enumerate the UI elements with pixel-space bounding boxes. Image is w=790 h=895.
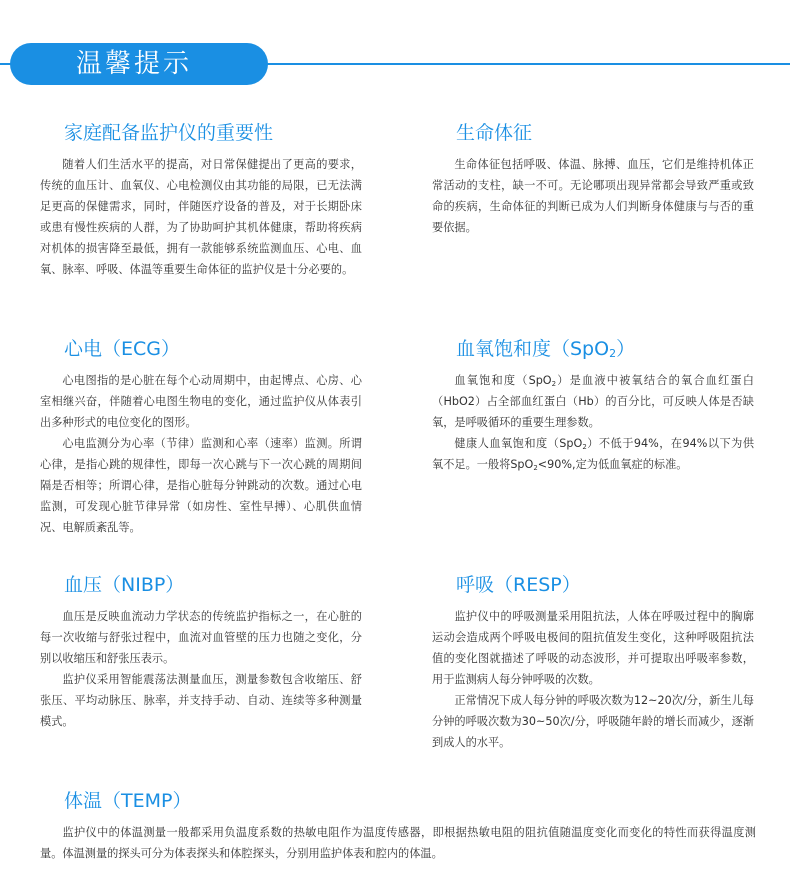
- text-run: 健康人血氧饱和度（SpO: [454, 437, 583, 450]
- section-resp: [432, 572, 754, 753]
- text-run: 血氧饱和度（SpO: [454, 374, 552, 387]
- section-title: 家庭配备监护仪的重要性: [64, 122, 274, 144]
- section-paragraph: 正常情况下成人每分钟的呼吸次数为12~20次/分，新生儿每分钟的呼吸次数为30~50次/分，呼吸随年龄的增长而减少，逐渐到成人的水平。: [432, 694, 754, 749]
- section-paragraph: 血压是反映血流动力学状态的传统监护指标之一，在心脏的每一次收缩与舒张过程中，血流对血管壁的压力也随之变化，分别以收缩压和舒张压表示。: [40, 610, 362, 665]
- text-run: ）不低于94%，在94%以下为供氧不足。一般将SpO: [432, 437, 755, 471]
- title-subscript: 2: [609, 347, 617, 360]
- section-paragraph: 生命体征包括呼吸、体温、脉搏、血压，它们是维持机体正常活动的支柱，缺一不可。无论哪项出现异常都会导致严重或致命的疾病，生命体征的判断已成为人们判断身体健康与与否的重要依据。: [432, 158, 754, 234]
- section-paragraph: 心电监测分为心率（节律）监测和心率（速率）监测。所谓心律，是指心跳的规律性，即每一次心跳与下一次心跳的周期间隔是否相等；所谓心律，是指心脏每分钟跳动的次数。通过心电监测，可发现心脏节律异常（如房性、室性早搏）、心肌供血情况、电解质紊乱等。: [40, 437, 362, 534]
- section-paragraph: 监护仪采用智能震荡法测量血压，测量参数包含收缩压、舒张压、平均动脉压、脉率，并支持手动、自动、连续等多种测量模式。: [40, 673, 362, 728]
- section-nibp: [40, 572, 362, 732]
- text-run: ）是血液中被氧结合的氧合血红蛋白（HbO2）占全部血红蛋白（Hb）的百分比，可反映人体是否缺氧，是呼吸循环的重要生理参数。: [432, 374, 754, 429]
- section-title: 体温（TEMP）: [64, 790, 192, 812]
- section-title: 血压（NIBP）: [64, 574, 185, 596]
- section-paragraph: [432, 433, 754, 475]
- title-text: 血氧饱和度（SpO: [456, 338, 610, 360]
- section-spo2: [432, 336, 754, 475]
- section-paragraph: [432, 370, 754, 433]
- section-title: 呼吸（RESP）: [456, 574, 581, 596]
- section-paragraph: 监护仪中的呼吸测量采用阻抗法，人体在呼吸过程中的胸廓运动会造成两个呼吸电极间的阻抗值发生变化，这种呼吸阻抗法值的变化图就描述了呼吸的动态波形，并可提取出呼吸率参数，用于监测病人每分钟呼吸的次数。: [432, 610, 754, 686]
- section-paragraph: 心电图指的是心脏在每个心动周期中，由起博点、心房、心室相继兴奋，伴随着心电图生物电的变化，通过监护仪从体表引出多种形式的电位变化的图形。: [40, 374, 362, 429]
- subscript: 2: [582, 443, 587, 451]
- section-ecg: [40, 336, 362, 538]
- section-title: 生命体征: [456, 122, 533, 144]
- section-importance: [40, 120, 362, 280]
- subscript: 2: [551, 380, 557, 388]
- section-title: 心电（ECG）: [64, 338, 180, 360]
- title-text: ）: [616, 338, 636, 360]
- section-vital-signs: [432, 120, 754, 238]
- page-title: 温馨提示: [76, 49, 193, 79]
- section-temp: [40, 788, 756, 864]
- text-run: <90%,定为低血氧症的标准。: [537, 458, 688, 471]
- section-paragraph: 随着人们生活水平的提高，对日常保健提出了更高的要求，传统的血压计、血氧仪、心电检测仪由其功能的局限，已无法满足更高的保健需求，同时，伴随医疗设备的普及，对于长期卧床或患有慢性疾病的人群，为了协助呵护其机体健康，帮助将疾病对机体的损害降至最低，拥有一款能够系统监测血压、心电、血氧、脉率、呼吸、体温等重要生命体征的监护仪是十分必要的。: [40, 158, 362, 276]
- section-paragraph: 监护仪中的体温测量一般都采用负温度系数的热敏电阻作为温度传感器，即根据热敏电阻的阻抗值随温度变化而变化的特性而获得温度测量。体温测量的探头可分为体表探头和体腔探头，分别用监护体表和腔内的体温。: [40, 826, 756, 860]
- section-title: [456, 336, 754, 362]
- subscript: 2: [533, 464, 538, 472]
